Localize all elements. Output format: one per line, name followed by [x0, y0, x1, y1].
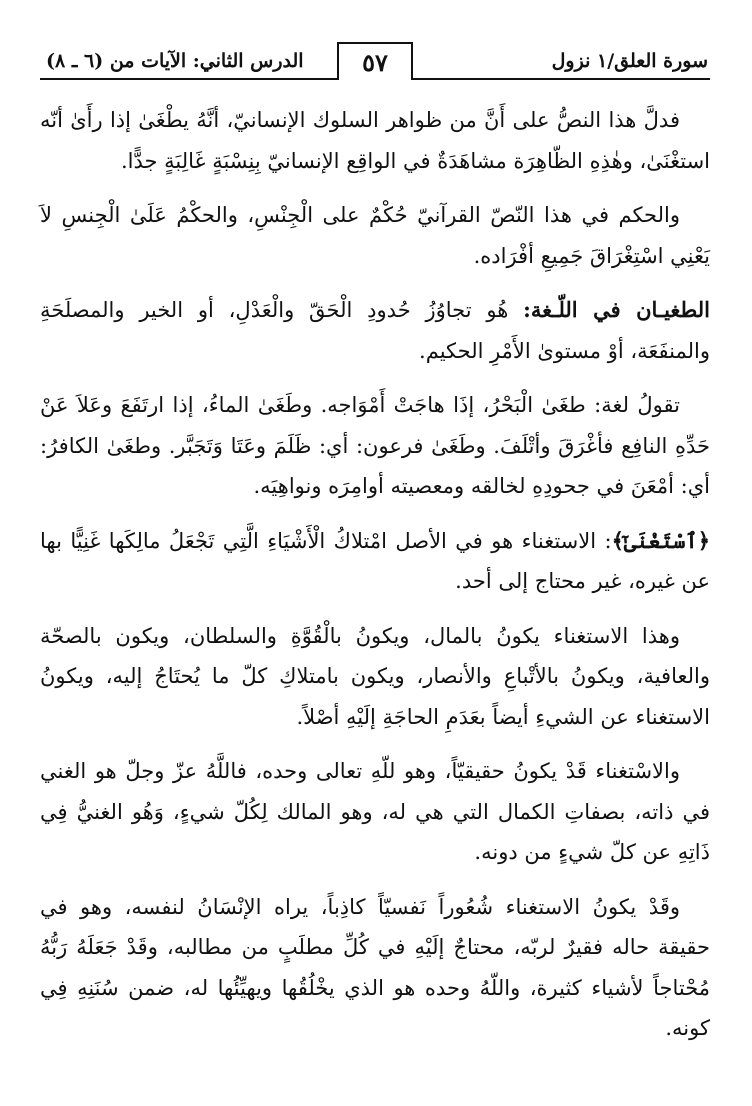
quran-term-istaghna: ﴿ٱسْتَغْنَىٰٓ﴾ [611, 527, 710, 553]
paragraph-5 [40, 521, 710, 602]
page-body [40, 100, 710, 1049]
paragraph-5-text: : الاستغناء هو في الأصل امْتلاكُ الْأَشْيَاءِ الَّتِي تَجْعَلُ مالِكَها غَنِيًّا بها عن غيره، غير محتاج إلى أحد. [40, 528, 710, 593]
paragraph-3-text: هُو تجاوُزُ حُدودِ الْحَقّ والْعَدْلِ، أو الخير والمصلَحَةِ والمنفَعَة، أوْ مستوىٰ الأَمْرِ الحكيم. [40, 298, 710, 363]
book-page [40, 28, 710, 1088]
page-number: ٥٧ [337, 42, 413, 80]
paragraph-2: والحكم في هذا النّصّ القرآنيّ حُكْمٌ على الْجِنْسِ، والحكْمُ عَلَىٰ الْجِنسِ لاَ يَعْنِي اسْتِغْرَاقَ جَمِيعِ أفْرَاده. [40, 203, 710, 268]
paragraph-3 [40, 290, 710, 371]
lesson-title: الدرس الثاني: الآيات من (٦ ـ ٨) [46, 50, 304, 72]
surah-title: سورة العلق/١ نزول [551, 50, 708, 72]
paragraph-7: والاسْتغناء قَدْ يكونُ حقيقيّاً، وهو للّهِ تعالى وحده، فاللَّهُ عزّ وجلّ هو الغني في ذاته، بصفاتِ الكمال التي هي له، وهو المالك لِكُلّ شيءٍ، وَهُو الغنيُّ فِي ذَاتِهِ عن كلّ شيءٍ من دونه. [40, 759, 710, 864]
paragraph-6: وهذا الاستغناء يكونُ بالمال، ويكونُ بالْقُوَّةِ والسلطان، ويكون بالصحّة والعافية، ويكونُ بالأتْباعِ والأنصار، ويكون بامتلاكِ كلّ ما يُحتَاجُ إليه، ويكونُ الاستغناء عن الشيءِ أيضاً بعَدَمِ الحاجَةِ إلَيْهِ أصْلاً. [40, 623, 710, 729]
term-tughyan: الطغيـان في اللّـغة: [523, 297, 710, 322]
paragraph-1: فدلَّ هذا النصُّ على أَنَّ من ظواهر السلوك الإنسانيّ، أنَّهُ يطْغَىٰ إذا رأَىٰ أنّه استغْنَىٰ، وهٰذِهِ الظّاهِرَة مشاهَدَةٌ في الواقِع الإنسانيّ بِنِسْبَةٍ غَالِبَةٍ جدًّا. [40, 108, 710, 173]
paragraph-8: وقَدْ يكونُ الاستغناء شُعُوراً نَفسيّاً كاذِباً، يراه الإنْسَانُ لنفسه، وهو في حقيقة حاله فقيرٌ لربّه، محتاجٌ إلَيْهِ في كُلِّ مطلَبٍ من مطالبه، وقَدْ جَعَلَهُ رَبُّهُ مُحْتاجاً لأشياء كثيرة، واللّهُ وحده هو الذي يخْلُقُها ويهيِّئُها له، ضمن سُنَنِهِ فِي كونه. [40, 894, 710, 1040]
page-header [40, 28, 710, 80]
paragraph-4: تقولُ لغة: طغَىٰ الْبَحْرُ، إذَا هاجَتْ أَمْوَاجه. وطَغَىٰ الماءُ، إذا ارتَفَعَ وعَلاَ عَنْ حَدِّهِ النافِع فأغْرَقَ وأتْلَفَ. وطَغَىٰ فرعون: أي: ظَلَمَ وعَتَا وَتَجَبَّر. وطغَىٰ الكافرُ: أي: أمْعَنَ في جحودِهِ لخالقه ومعصيته أوامِرَه ونواهِيَه. [40, 393, 710, 498]
